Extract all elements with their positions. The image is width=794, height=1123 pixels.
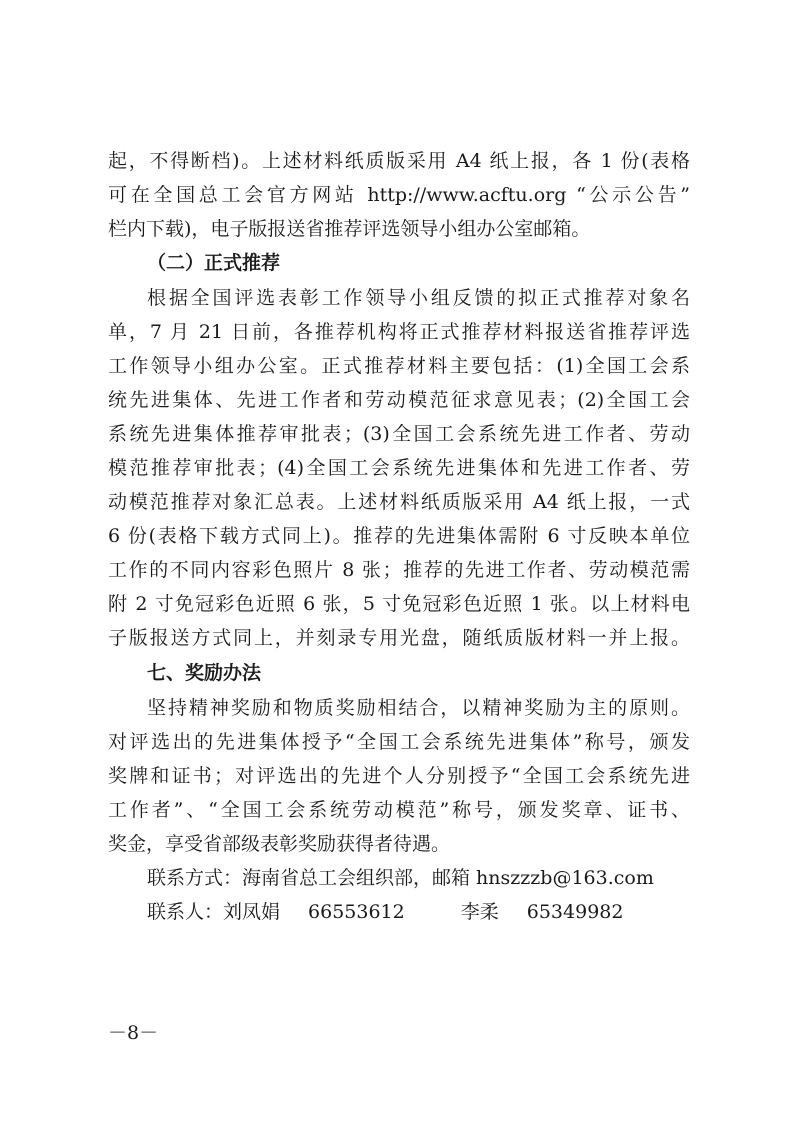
body-line-16: 对评选出的先进集体授予“全国工会系统先进集体”称号，颁发 — [108, 731, 690, 753]
body-line-12: 工作的不同内容彩色照片 8 张；推荐的先进工作者、劳动模范需 — [108, 559, 690, 581]
body-line-3: 栏内下载)，电子版报送省推荐评选领导小组办公室邮箱。 — [108, 218, 591, 240]
contact-person-1-phone: 66553612 — [308, 901, 405, 923]
contact-method — [147, 862, 654, 894]
body-line-17: 奖牌和证书；对评选出的先进个人分别授予“全国工会系统先进 — [108, 765, 690, 787]
section-heading-rewards: 七、奖励办法 — [147, 662, 262, 684]
body-line-19: 奖金，享受省部级表彰奖励获得者待遇。 — [108, 833, 451, 855]
body-line-11: 6 份(表格下载方式同上)。推荐的先进集体需附 6 寸反映本单位 — [108, 525, 690, 547]
section-heading-formal-recommendation: （二）正式推荐 — [147, 252, 281, 274]
contact-method-text: 联系方式：海南省总工会组织部，邮箱 hnszzzb@163.com — [147, 867, 654, 889]
body-line-1: 起，不得断档)。上述材料纸质版采用 A4 纸上报，各 1 份(表格 — [108, 150, 690, 172]
body-line-2: 可在全国总工会官方网站 http://www.acftu.org “公示公告” — [108, 184, 690, 206]
contact-person-1-name: 联系人：刘凤娟 — [147, 901, 281, 923]
body-line-6: 工作领导小组办公室。正式推荐材料主要包括：(1)全国工会系 — [108, 355, 690, 377]
body-line-18: 工作者”、“全国工会系统劳动模范”称号，颁发奖章、证书、 — [108, 799, 690, 821]
body-line-9: 模范推荐审批表；(4)全国工会系统先进集体和先进工作者、劳 — [108, 457, 690, 479]
body-line-15: 坚持精神奖励和物质奖励相结合，以精神奖励为主的原则。 — [147, 697, 690, 719]
contact-person — [147, 896, 623, 928]
body-line-10: 动模范推荐对象汇总表。上述材料纸质版采用 A4 纸上报，一式 — [108, 491, 690, 513]
body-line-13: 附 2 寸免冠彩色近照 6 张，5 寸免冠彩色近照 1 张。以上材料电 — [108, 593, 690, 615]
body-line-5: 单，7 月 21 日前，各推荐机构将正式推荐材料报送省推荐评选 — [108, 321, 690, 343]
body-line-8: 系统先进集体推荐审批表；(3)全国工会系统先进工作者、劳动 — [108, 423, 690, 445]
body-line-14: 子版报送方式同上，并刻录专用光盘，随纸质版材料一并上报。 — [108, 627, 690, 649]
contact-person-2-phone: 65349982 — [526, 901, 624, 923]
contact-person-2-name: 李柔 — [460, 901, 499, 923]
body-line-7: 统先进集体、先进工作者和劳动模范征求意见表；(2)全国工会 — [108, 389, 690, 411]
page-number: －8－ — [108, 1022, 159, 1044]
body-line-4: 根据全国评选表彰工作领导小组反馈的拟正式推荐对象名 — [147, 287, 690, 309]
